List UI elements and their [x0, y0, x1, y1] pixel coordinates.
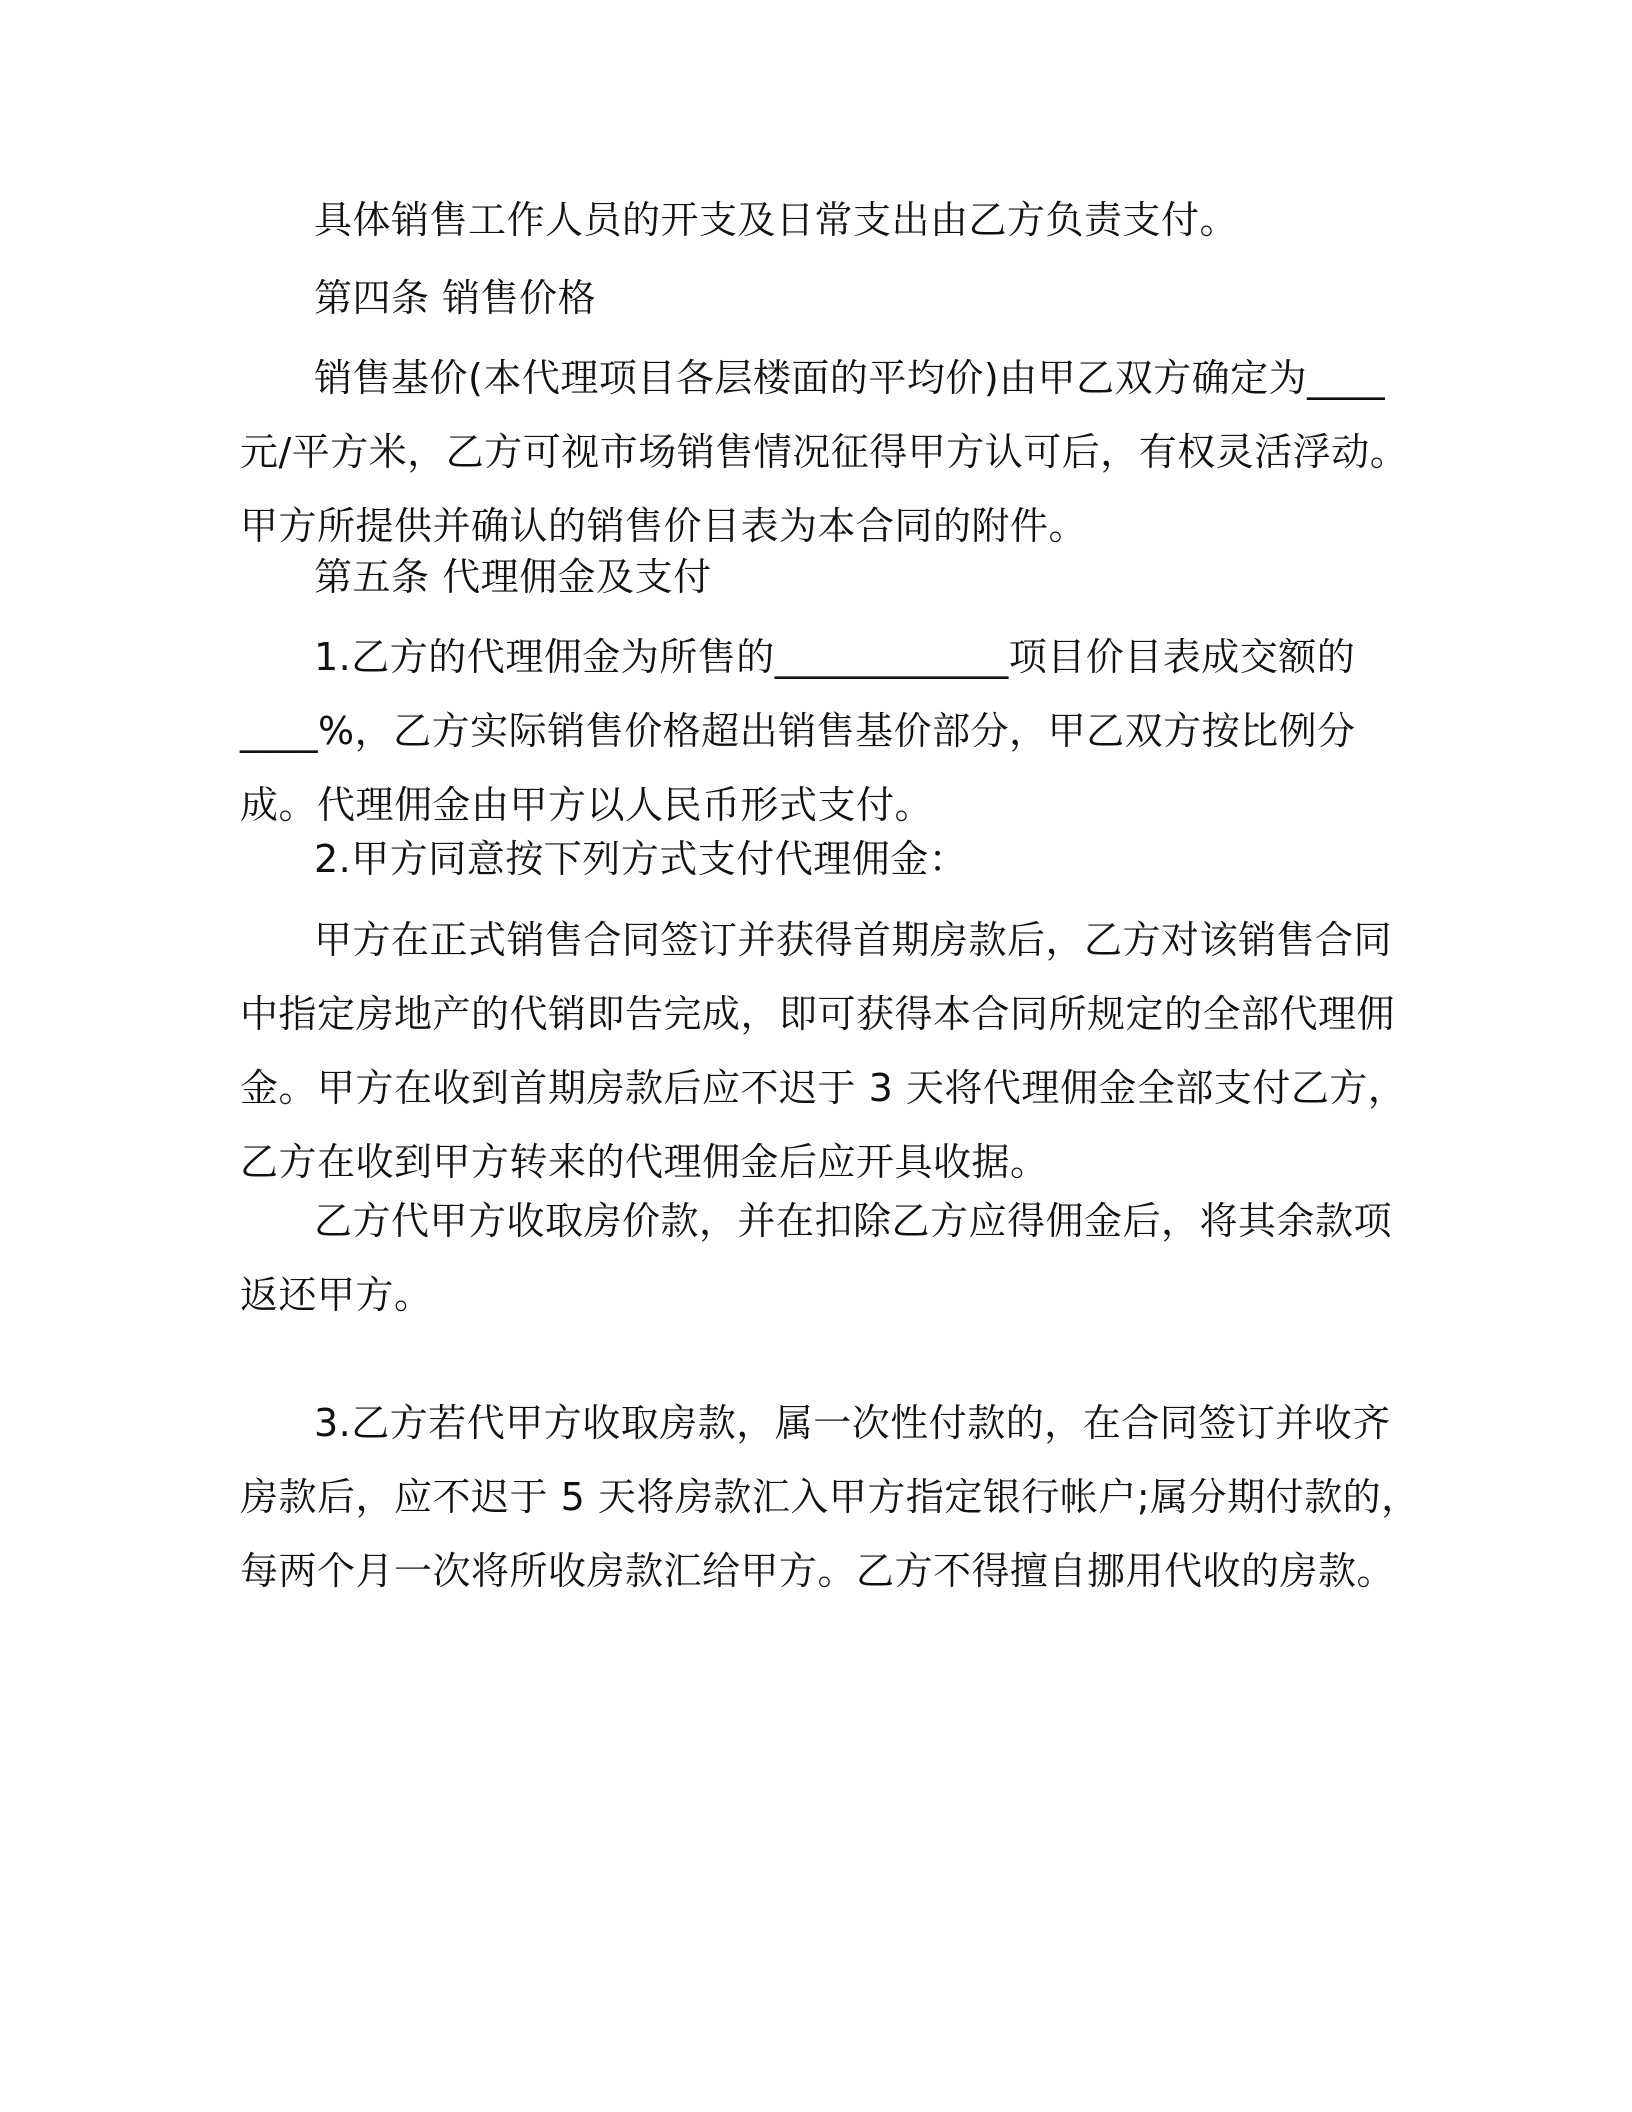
paragraph-commission-rate — [240, 620, 1380, 842]
text-line: ____%，乙方实际销售价格超出销售基价部分，甲乙双方按比例分 — [240, 709, 1356, 753]
text-line: 返还甲方。 — [240, 1273, 433, 1317]
text-line: 每两个月一次将所收房款汇给甲方。乙方不得擅自挪用代收的房款。 — [240, 1549, 1396, 1593]
paragraph-payment-terms — [240, 903, 1407, 1199]
paragraph-payment-method-intro — [240, 822, 1380, 896]
paragraph-remittance — [240, 1184, 1393, 1332]
text-line: 具体销售工作人员的开支及日常支出由乙方负责支付。 — [314, 198, 1239, 242]
heading-article-5 — [240, 540, 1380, 614]
heading-article-4 — [240, 261, 1380, 335]
section-heading: 第五条 代理佣金及支付 — [314, 555, 712, 599]
text-line: 乙方代甲方收取房价款，并在扣除乙方应得佣金后，将其余款项 — [314, 1199, 1393, 1243]
text-line: 房款后，应不迟于 5 天将房款汇入甲方指定银行帐户;属分期付款的， — [240, 1475, 1420, 1519]
text-line: 元/平方米，乙方可视市场销售情况征得甲方认可后，有权灵活浮动。 — [240, 430, 1409, 474]
section-heading: 第四条 销售价格 — [314, 276, 597, 320]
text-line: 2.甲方同意按下列方式支付代理佣金： — [314, 837, 968, 881]
text-line: 成。代理佣金由甲方以人民币形式支付。 — [240, 783, 934, 827]
text-line: 甲方所提供并确认的销售价目表为本合同的附件。 — [240, 504, 1088, 548]
text-line: 销售基价(本代理项目各层楼面的平均价)由甲乙双方确定为____ — [314, 356, 1386, 400]
paragraph-staff-expenses — [240, 183, 1380, 257]
text-line: 1.乙方的代理佣金为所售的____________项目价目表成交额的 — [314, 635, 1356, 679]
text-line: 乙方在收到甲方转来的代理佣金后应开具收据。 — [240, 1140, 1049, 1184]
paragraph-sales-price — [240, 341, 1409, 563]
text-line: 中指定房地产的代销即告完成，即可获得本合同所规定的全部代理佣 — [240, 992, 1396, 1036]
text-line: 金。甲方在收到首期房款后应不迟于 3 天将代理佣金全部支付乙方， — [240, 1066, 1407, 1110]
paragraph-collection-terms — [240, 1386, 1420, 1608]
text-line: 甲方在正式销售合同签订并获得首期房款后，乙方对该销售合同 — [314, 918, 1393, 962]
text-line: 3.乙方若代甲方收取房款，属一次性付款的，在合同签订并收齐 — [314, 1401, 1391, 1445]
